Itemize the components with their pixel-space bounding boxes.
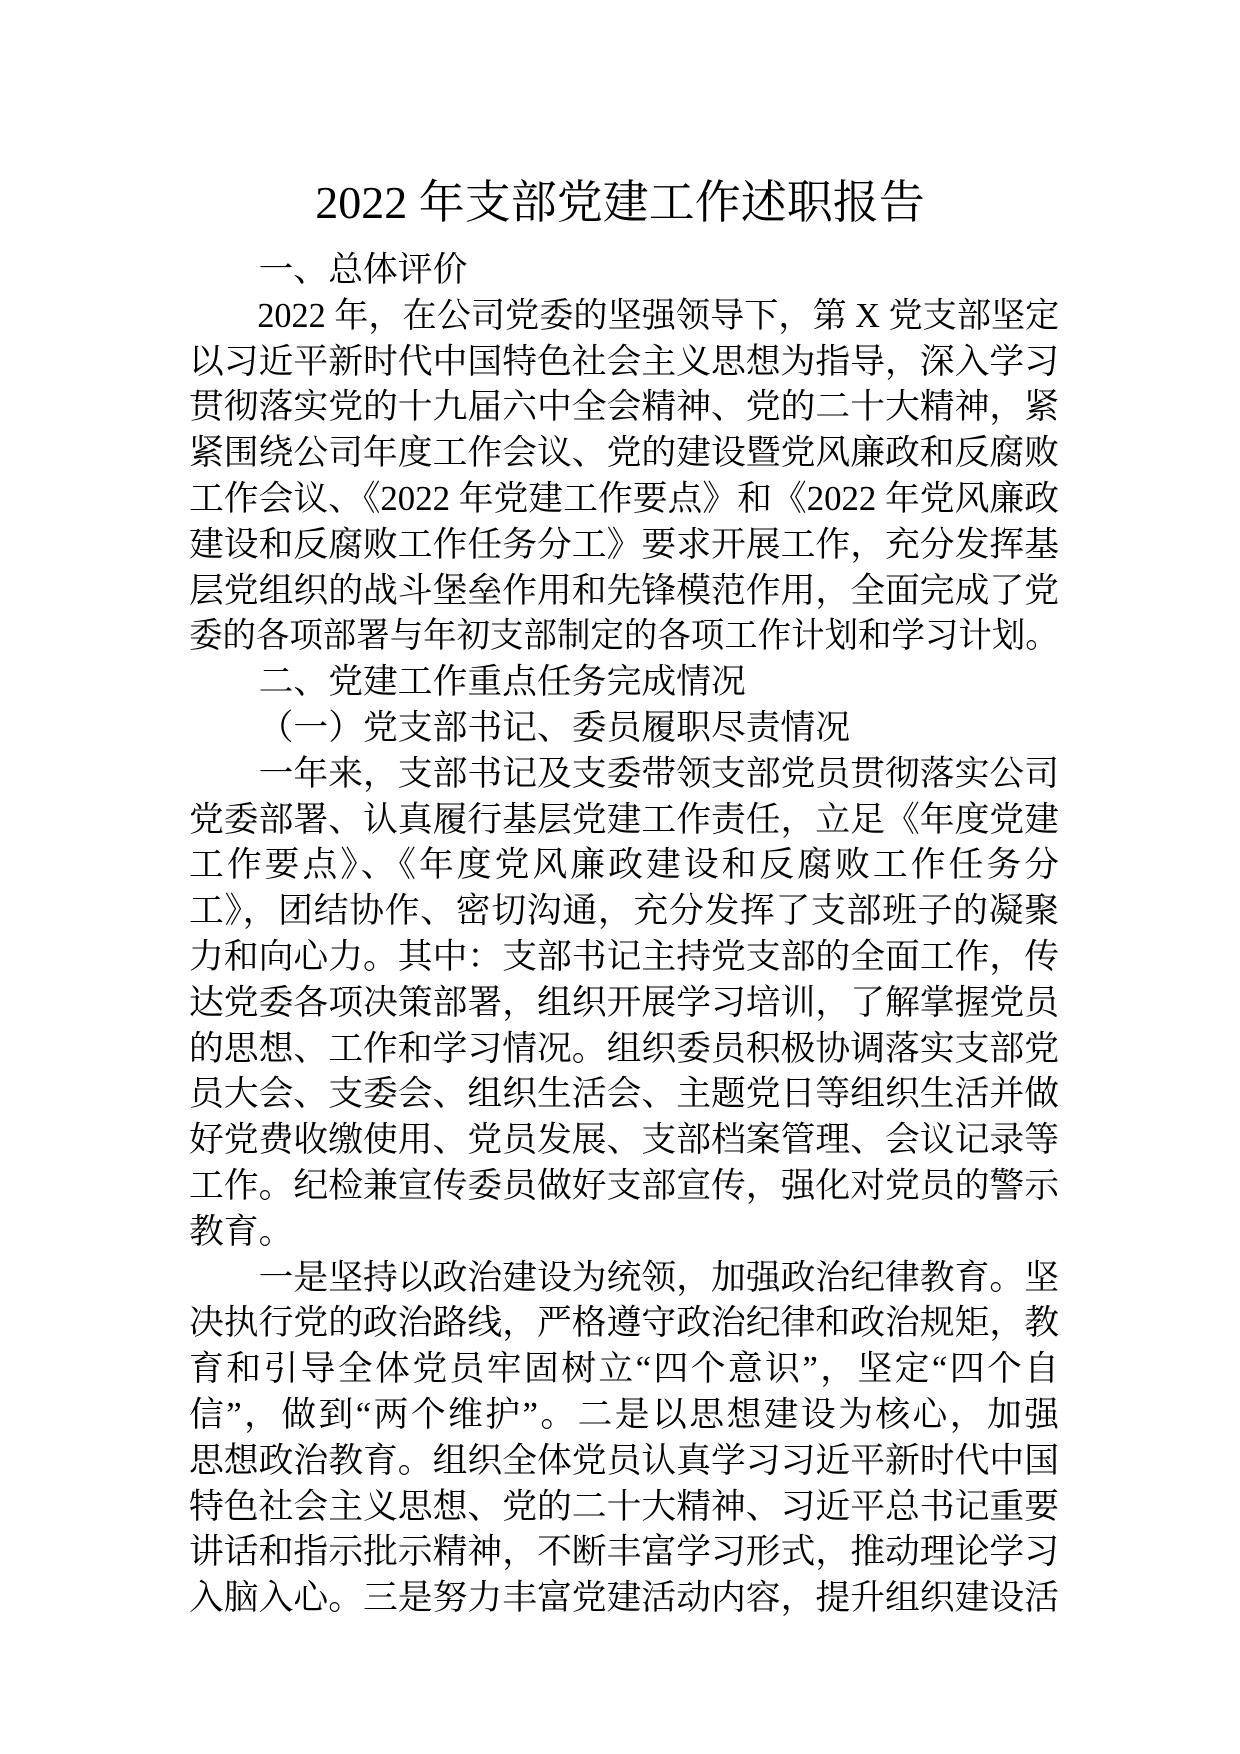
text-line: 工》，团结协作、密切沟通，充分发挥了支部班子的凝聚	[189, 891, 1059, 931]
text-line: 工作。纪检兼宣传委员做好支部宣传，强化对党员的警示	[189, 1165, 1059, 1205]
text-line: 一年来，支部书记及支委带领支部党员贯彻落实公司	[258, 753, 1059, 793]
body-paragraph	[189, 751, 1059, 1255]
text-line: 达党委各项决策部署，组织开展学习培训，了解掌握党员	[189, 982, 1059, 1022]
section-key-tasks	[189, 659, 1059, 1621]
text-line: 教育。	[189, 1211, 294, 1251]
document-body	[189, 247, 1059, 1621]
text-line: 好党费收缴使用、党员发展、支部档案管理、会议记录等	[189, 1120, 1059, 1160]
body-paragraph	[189, 1255, 1059, 1621]
text-line: 层党组织的战斗堡垒作用和先锋模范作用，全面完成了党	[189, 570, 1059, 610]
section-heading: 一、总体评价	[258, 250, 468, 289]
text-line: 以习近平新时代中国特色社会主义思想为指导，深入学习	[189, 341, 1059, 381]
text-line: 力和向心力。其中：支部书记主持党支部的全面工作，传	[189, 936, 1059, 976]
text-line: 党委部署、认真履行基层党建工作责任，立足《年度党建	[189, 799, 1059, 839]
body-paragraph	[189, 293, 1059, 659]
text-line: 思想政治教育。组织全体党员认真学习习近平新时代中国	[189, 1440, 1059, 1480]
text-line: 信”，做到“两个维护”。二是以思想建设为核心，加强	[189, 1394, 1059, 1434]
section-overall-evaluation	[189, 247, 1059, 659]
text-line: 的思想、工作和学习情况。组织委员积极协调落实支部党	[189, 1028, 1059, 1068]
text-line: 入脑入心。三是努力丰富党建活动内容，提升组织建设活	[189, 1578, 1059, 1618]
text-line: 员大会、支委会、组织生活会、主题党日等组织生活并做	[189, 1074, 1059, 1114]
text-line: 决执行党的政治路线，严格遵守政治纪律和政治规矩，教	[189, 1303, 1059, 1343]
subsection-duty-performance	[189, 705, 1059, 1621]
text-line: 工作会议、《2022 年党建工作要点》和《2022 年党风廉政	[189, 478, 1059, 518]
document-title: 2022 年支部党建工作述职报告	[315, 177, 925, 228]
text-line: 工作要点》、《年度党风廉政建设和反腐败工作任务分	[189, 845, 1059, 885]
text-line: 一是坚持以政治建设为统领，加强政治纪律教育。坚	[258, 1257, 1059, 1297]
text-line: 育和引导全体党员牢固树立“四个意识”，坚定“四个自	[189, 1349, 1059, 1389]
section-heading: 二、党建工作重点任务完成情况	[258, 662, 746, 702]
text-line: 特色社会主义思想、党的二十大精神、习近平总书记重要	[189, 1486, 1059, 1526]
text-line: 紧围绕公司年度工作会议、党的建设暨党风廉政和反腐败	[189, 433, 1059, 473]
text-line: 委的各项部署与年初支部制定的各项工作计划和学习计划。	[189, 616, 1059, 656]
text-line: 建设和反腐败工作任务分工》要求开展工作，充分发挥基	[189, 524, 1059, 564]
subsection-heading: （一）党支部书记、委员履职尽责情况	[258, 707, 851, 747]
text-line: 2022 年，在公司党委的坚强领导下，第 X 党支部坚定	[257, 295, 1060, 335]
text-line: 讲话和指示批示精神，不断丰富学习形式，推动理论学习	[189, 1532, 1059, 1572]
text-line: 贯彻落实党的十九届六中全会精神、党的二十大精神，紧	[189, 387, 1059, 427]
